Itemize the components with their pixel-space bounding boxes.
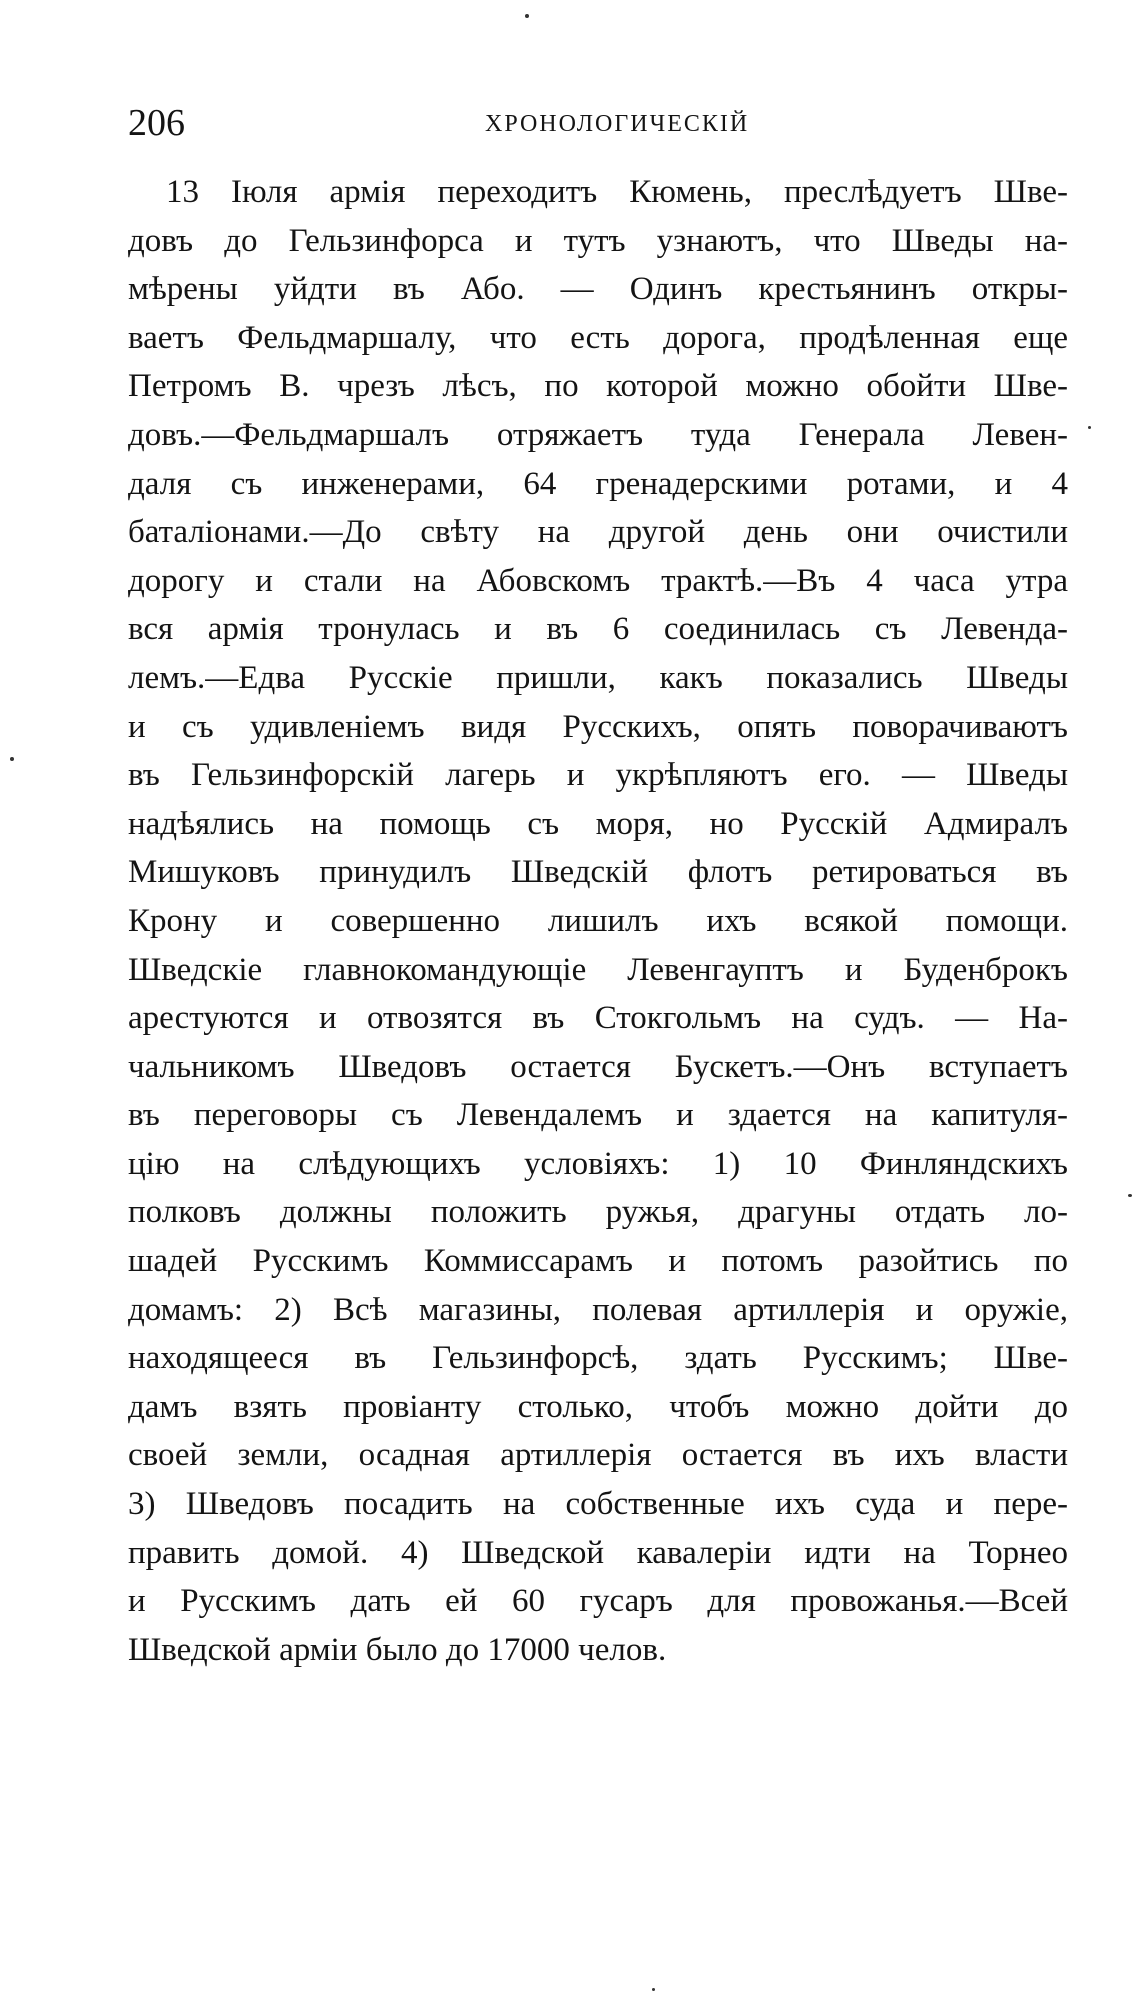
text-line: довъ.—Фельдмаршалъ отряжаетъ туда Генерала Левен-	[128, 416, 1068, 453]
ink-speck	[10, 757, 14, 761]
body-text	[128, 168, 1068, 1674]
text-line: баталіонами.—До свѣту на другой день они очистили	[128, 514, 1068, 551]
text-line: цію на слѣдующихъ условіяхъ: 1) 10 Финляндскихъ	[128, 1145, 1068, 1182]
ink-speck	[525, 14, 529, 18]
text-line: править домой. 4) Шведской кавалеріи идти на Торнео	[128, 1534, 1068, 1571]
text-line: Крону и совершенно лишилъ ихъ всякой помощи.	[128, 902, 1068, 939]
text-line: арестуются и отвозятся въ Стокгольмъ на судъ. — На-	[128, 1000, 1068, 1037]
text-line: довъ до Гельзинфорса и тутъ узнаютъ, что Шведы на-	[128, 222, 1068, 259]
page-header	[128, 98, 1068, 148]
text-line: дорогу и стали на Абовскомъ трактѣ.—Въ 4 часа утра	[128, 562, 1068, 599]
text-line: домамъ: 2) Всѣ магазины, полевая артиллерія и оружіе,	[128, 1291, 1068, 1328]
page-number: 206	[128, 102, 185, 144]
text-line: и Русскимъ дать ей 60 гусаръ для провожанья.—Всей	[128, 1583, 1068, 1620]
text-line: вся армія тронулась и въ 6 соединилась съ Левенда-	[128, 611, 1068, 648]
text-line: надѣялись на помощь съ моря, но Русскій Адмиралъ	[128, 805, 1068, 842]
ink-speck	[1128, 1194, 1132, 1197]
running-head: ХРОНОЛОГИЧЕСКІЙ	[485, 111, 750, 137]
text-line: полковъ должны положить ружья, драгуны отдать ло-	[128, 1194, 1068, 1231]
text-line: 3) Шведовъ посадить на собственные ихъ суда и пере-	[128, 1486, 1068, 1523]
text-line: 13 Іюля армія переходитъ Кюмень, преслѣдуетъ Шве-	[166, 174, 1068, 210]
text-line: въ переговоры съ Левендалемъ и здается на капитуля-	[128, 1097, 1068, 1134]
text-line: Петромъ В. чрезъ лѣсъ, по которой можно обойти Шве-	[128, 368, 1068, 405]
text-line: и съ удивленіемъ видя Русскихъ, опять поворачиваютъ	[128, 708, 1068, 745]
text-line: Шведскіе главнокомандующіе Левенгауптъ и Буденброкъ	[128, 951, 1068, 988]
text-line: лемъ.—Едва Русскіе пришли, какъ показались Шведы	[128, 659, 1068, 696]
ink-speck	[1088, 426, 1091, 429]
text-line: находящееся въ Гельзинфорсѣ, здать Русскимъ; Шве-	[128, 1340, 1068, 1377]
text-line: чальникомъ Шведовъ остается Бускетъ.—Онъ вступаетъ	[128, 1048, 1068, 1085]
text-line: шадей Русскимъ Коммиссарамъ и потомъ разойтись по	[128, 1243, 1068, 1280]
text-line: своей земли, осадная артиллерія остается въ ихъ власти	[128, 1437, 1068, 1474]
text-line: Шведской арміи было до 17000 челов.	[128, 1631, 667, 1668]
text-line: мѣрены уйдти въ Або. — Одинъ крестьянинъ откры-	[128, 271, 1068, 308]
text-line: даля съ инженерами, 64 гренадерскими ротами, и 4	[128, 465, 1068, 502]
text-line: Мишуковъ принудилъ Шведскій флотъ ретироваться въ	[128, 854, 1068, 891]
ink-speck	[652, 1988, 655, 1991]
text-line: ваетъ Фельдмаршалу, что есть дорога, продѣленная еще	[128, 319, 1068, 356]
text-line: дамъ взять провіанту столько, чтобъ можно дойти до	[128, 1388, 1068, 1425]
text-line: въ Гельзинфорскій лагерь и укрѣпляютъ его. — Шведы	[128, 757, 1068, 794]
